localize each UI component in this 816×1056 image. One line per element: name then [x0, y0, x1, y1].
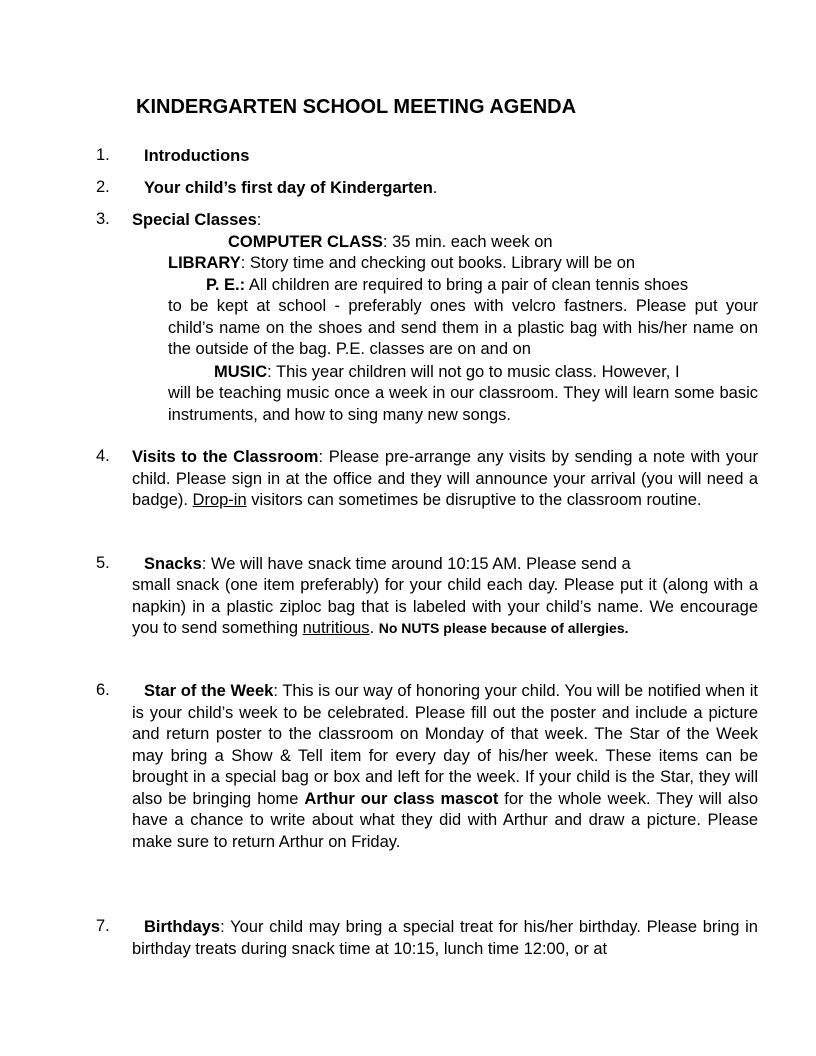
item-heading-introductions: Introductions — [144, 147, 250, 165]
visits-underlined: Drop-in — [192, 491, 247, 509]
item-number: 5. — [96, 554, 110, 572]
snacks-punct: . — [369, 619, 379, 637]
computer-class-label: COMPUTER CLASS — [228, 233, 383, 251]
pe-line — [206, 275, 688, 296]
item-punct: . — [432, 179, 438, 197]
item-number: 6. — [96, 681, 110, 699]
snacks-paragraph — [132, 575, 758, 640]
star-paragraph — [132, 681, 758, 853]
computer-class-line — [228, 232, 553, 253]
star-mascot: Arthur our class mascot — [304, 789, 499, 808]
snacks-line — [144, 554, 631, 575]
star-text: : This is our way of honoring your child. You will be notified when it is your child’s week to be celebrated. Please fill out the poster and include a picture and return poster to the classroom on Monday of that week. The Star of the Week may bring a Show & Tell item for every day of his/her week. These items can be brought in a special bag or box and left for the week. If your child is the Star, they will also be bringing home — [132, 682, 758, 808]
visits-text: : Please pre-arrange any visits by sending a note with your child. Please sign in at the office and they will announce your arrival (you will need a badge). — [132, 448, 758, 509]
computer-class-text: : 35 min. each week on — [382, 233, 553, 251]
music-label: MUSIC — [214, 363, 268, 381]
item-heading-star: Star of the Week — [144, 682, 274, 700]
music-paragraph: will be teaching music once a week in our classroom. They will learn some basic instruments, and how to sing many new songs. — [168, 384, 758, 424]
item-heading-first-day: Your child’s first day of Kindergarten — [144, 179, 433, 197]
item-heading-visits: Visits to the Classroom — [132, 448, 319, 466]
pe-first: All children are required to bring a pair of clean tennis shoes — [245, 276, 689, 294]
visits-paragraph — [132, 447, 758, 512]
library-text: : Story time and checking out books. Library will be on — [240, 254, 636, 272]
item-number: 3. — [96, 210, 110, 228]
item-heading-snacks: Snacks — [144, 555, 202, 573]
visits-text-end: visitors can sometimes be disruptive to the classroom routine. — [246, 491, 702, 509]
item-first-day — [144, 178, 437, 199]
library-label: LIBRARY — [168, 254, 241, 272]
snacks-underlined: nutritious — [302, 619, 370, 637]
item-special-classes — [132, 210, 261, 231]
birthdays-paragraph — [132, 917, 758, 960]
music-line — [214, 362, 680, 383]
document-title: KINDERGARTEN SCHOOL MEETING AGENDA — [136, 96, 577, 118]
item-heading-special-classes: Special Classes — [132, 211, 257, 229]
pe-paragraph: to be kept at school - preferably ones with velcro fastners. Please put your child’s name on the shoes and send them in a plastic bag with his/her name on the outside of the bag. P.E. classes are on and on — [168, 297, 758, 358]
item-number: 7. — [96, 917, 110, 935]
item-heading-birthdays: Birthdays — [144, 918, 221, 936]
star-text-end: for the whole week. They will also have a chance to write about what they did with Arthur and draw a picture. Please make sure to return Arthur on Friday. — [132, 789, 758, 851]
snacks-note: No NUTS please because of allergies. — [378, 620, 629, 636]
snacks-first: : We will have snack time around 10:15 AM. Please send a — [201, 555, 631, 573]
item-number: 2. — [96, 178, 110, 196]
birthdays-text: : Your child may bring a special treat for his/her birthday. Please bring in birthday treats during snack time at 10:15, lunch time 12:00, or at — [132, 918, 758, 958]
pe-label: P. E.: — [206, 276, 246, 294]
item-number: 1. — [96, 146, 110, 164]
item-number: 4. — [96, 447, 110, 465]
item-punct: : — [256, 211, 262, 229]
snacks-text: small snack (one item preferably) for your child each day. Please put it (along with a napkin) in a plastic ziploc bag that is labeled with your child’s name. We encourage you to send something — [132, 576, 758, 637]
music-first: : This year children will not go to music class. However, I — [267, 363, 680, 381]
library-line — [168, 253, 635, 274]
